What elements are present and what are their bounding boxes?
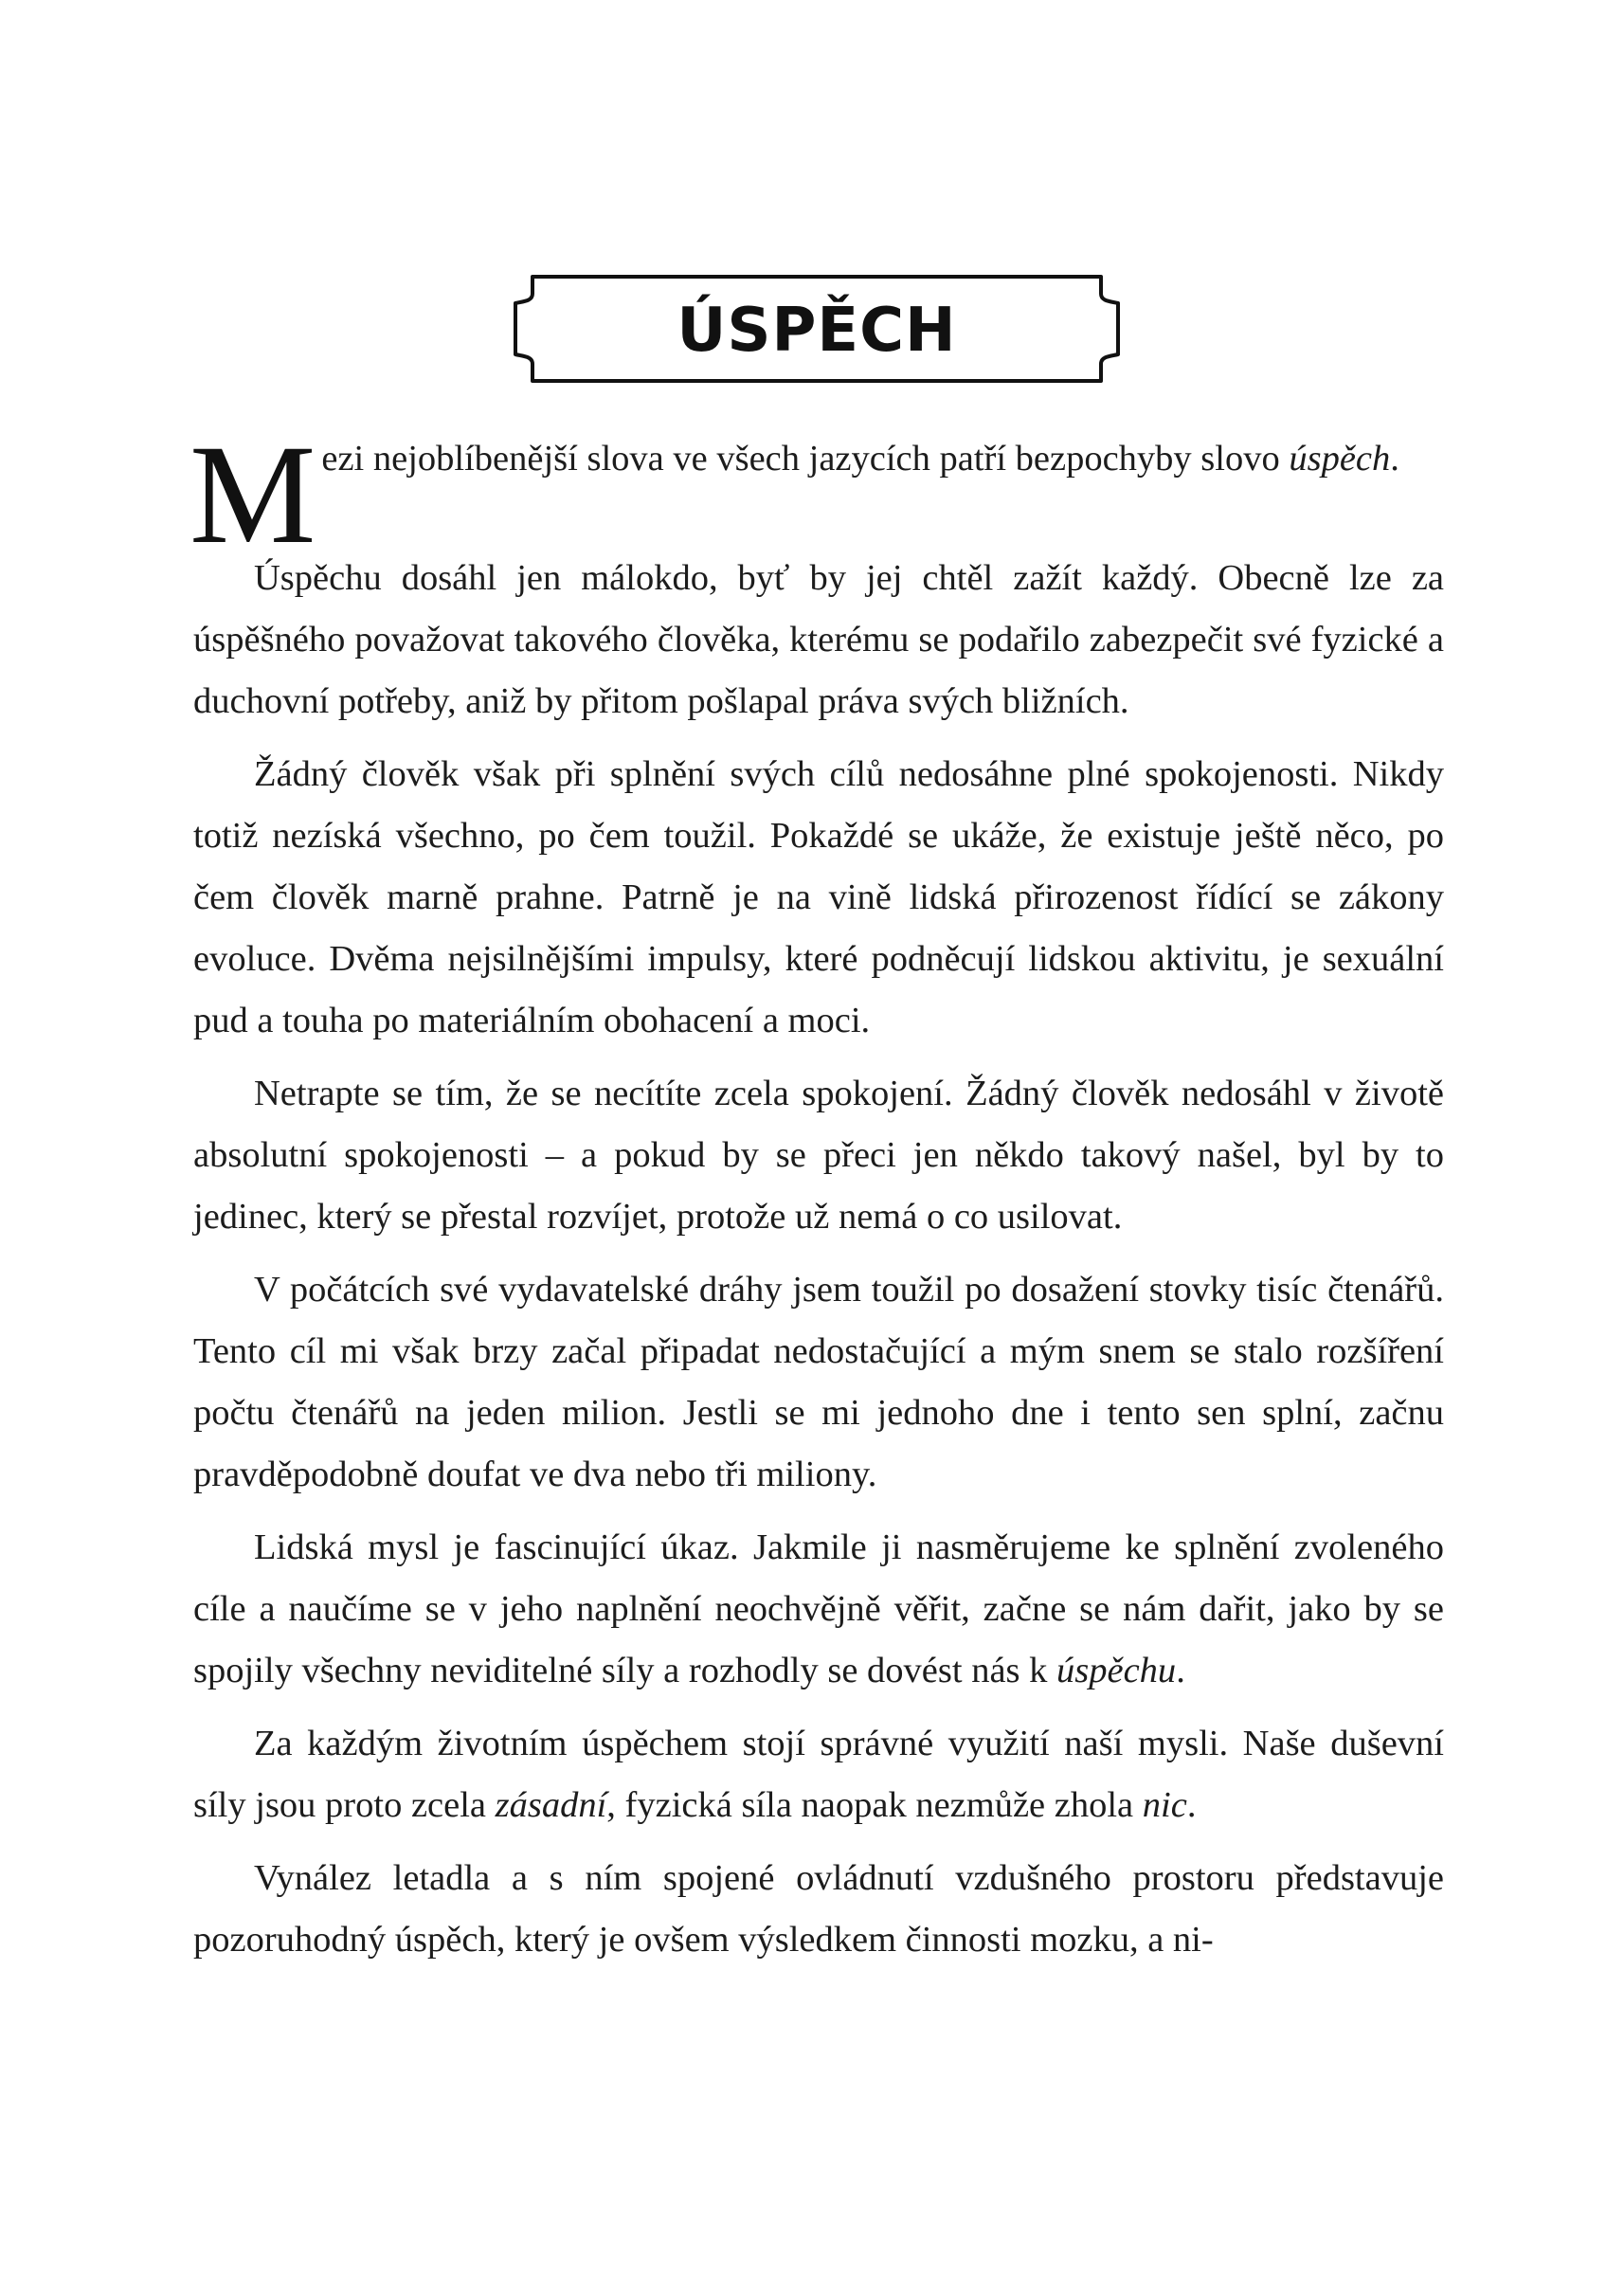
paragraph-3: Žádný člověk však při splnění svých cílů nedosáhne plné spokojenosti. Nikdy totiž nezíská všechno, po čem toužil. Pokaždé se ukáže, že existuje ještě něco, po čem člověk marně prahne. Patrně je na vině lidská přirozenost řídící se zákony evoluce. Dvěma nejsilnějšími impulsy, které podněcují lidskou aktivitu, je sexuální pud a touha po materiálním obohacení a moci. (193, 754, 1444, 1040)
paragraph-6-text: Lidská mysl je fascinující úkaz. Jakmile ji nasměrujeme ke splnění zvoleného cíle a naučíme se v jeho naplnění neochvějně věřit, začne se nám dařit, jako by se spojily všechny neviditelné síly a rozhodly se dovést nás k (193, 1527, 1444, 1690)
paragraph-1-emphasis: úspěch (1289, 439, 1391, 479)
paragraph-7-text: Za každým životním úspěchem stojí správné využití naší mysli. Naše duševní síly jsou proto zcela (193, 1724, 1444, 1825)
body-text (189, 416, 1444, 1971)
paragraph-7-emphasis-2: nic (1142, 1785, 1187, 1825)
paragraph-7-emphasis-1: zásadní (495, 1785, 607, 1825)
paragraph-8: Vynález letadla a s ním spojené ovládnutí vzdušného prostoru představuje pozoruhodný úspěch, který je ovšem výsledkem činnosti mozku, a ni- (193, 1858, 1444, 1960)
paragraph-1-text: ezi nejoblíbenější slova ve všech jazycích patří bezpochyby slovo (321, 439, 1290, 479)
paragraph-1 (189, 416, 1444, 573)
drop-cap: M (189, 416, 316, 573)
paragraph-2: Úspěchu dosáhl jen málokdo, byť by jej chtěl zažít každý. Obecně lze za úspěšného považovat takového člověka, kterému se podařilo zabezpečit své fyzické a duchovní potřeby, aniž by přitom pošlapal práva svých bližních. (193, 558, 1444, 721)
paragraph-4: Netrapte se tím, že se necítíte zcela spokojení. Žádný člověk nedosáhl v životě absolutní spokojenosti – a pokud by se přeci jen někdo takový našel, byl by to jedinec, který se přestal rozvíjet, protože už nemá o co usilovat. (193, 1074, 1444, 1237)
paragraph-7 (193, 1713, 1444, 1836)
paragraph-6-emphasis: úspěchu (1056, 1651, 1177, 1690)
paragraph-6 (193, 1517, 1444, 1702)
paragraph-6-end: . (1176, 1651, 1185, 1690)
chapter-title: ÚSPĚCH (677, 296, 957, 366)
paragraph-5: V počátcích své vydavatelské dráhy jsem toužil po dosažení stovky tisíc čtenářů. Tento cíl mi však brzy začal připadat nedostačující a mým snem se stalo rozšíření počtu čtenářů na jeden milion. Jestli se mi jednoho dne i tento sen splní, začnu pravděpodobně doufat ve dva nebo tři miliony. (193, 1270, 1444, 1494)
paragraph-7-end: . (1186, 1785, 1197, 1825)
paragraph-1-end: . (1390, 439, 1399, 479)
paragraph-7-mid: , fyzická síla naopak nezmůže zhola (606, 1785, 1143, 1825)
chapter-title-frame (500, 267, 1133, 389)
